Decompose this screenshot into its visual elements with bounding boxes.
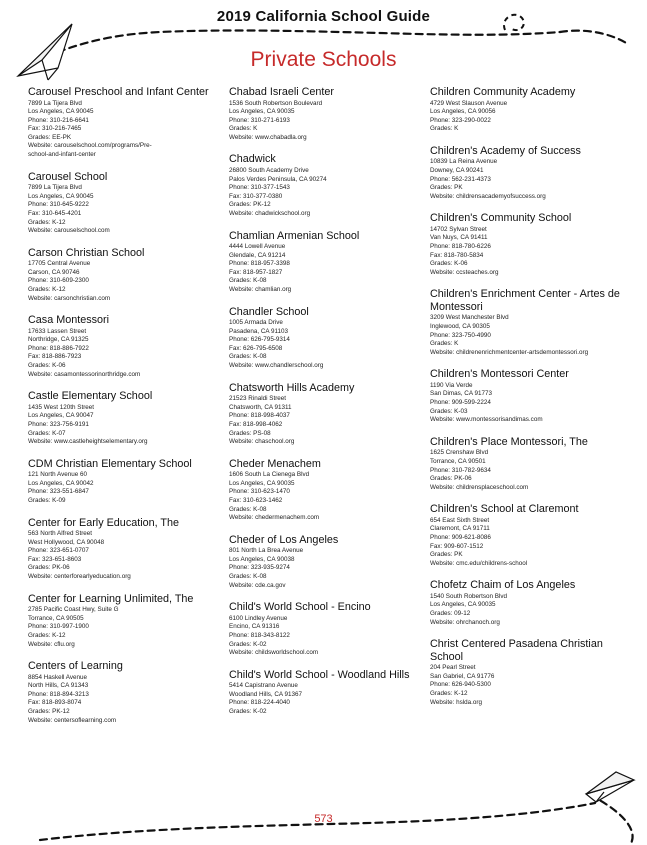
school-detail-line: 7899 La Tijera Blvd [28, 184, 82, 192]
school-detail-line: 4729 West Slauson Avenue [430, 99, 508, 107]
school-detail-line: Fax: 909-607-1512 [430, 542, 484, 550]
school-name: Child's World School - Woodland Hills [229, 668, 410, 681]
school-detail-line: Website: www.chandlerschool.org [229, 362, 324, 370]
school-detail-line: Phone: 323-651-0707 [28, 547, 89, 555]
school-detail-line: school-and-infant-center [28, 151, 96, 159]
school-entry [28, 86, 223, 160]
school-detail-line: Grades: PK-06 [28, 564, 70, 572]
school-name: Children's Montessori Center [430, 368, 569, 381]
school-detail-line: Los Angeles, CA 90045 [28, 192, 94, 200]
school-detail-line: Glendale, CA 91214 [229, 251, 286, 259]
school-detail-line: Fax: 310-645-4201 [28, 209, 82, 217]
school-entry [229, 669, 424, 717]
school-detail-line: Website: hslda.org [430, 698, 483, 706]
school-detail-line: 3209 West Manchester Blvd [430, 314, 509, 322]
school-detail-line: Website: www.montessorisandimas.com [430, 416, 543, 424]
school-detail-line: Torrance, CA 90501 [430, 457, 486, 465]
school-entry [229, 86, 424, 142]
school-detail-line: Phone: 818-343-8122 [229, 631, 290, 639]
school-entry [430, 579, 635, 627]
school-detail-line: Fax: 310-216-7465 [28, 125, 82, 133]
section-title: Private Schools [250, 48, 397, 71]
school-entry [430, 436, 635, 492]
school-detail-line: 2785 Pacific Coast Hwy, Suite G [28, 606, 119, 614]
school-name: Children's Enrichment Center - Artes de Montessori [430, 288, 620, 313]
school-detail-line: Grades: K [430, 125, 459, 133]
school-detail-line: Palos Verdes Peninsula, CA 90274 [229, 175, 327, 183]
school-name: Carson Christian School [28, 246, 145, 259]
school-entry [430, 145, 635, 201]
school-detail-line: Grades: PK-06 [430, 475, 472, 483]
school-detail-line: Claremont, CA 91711 [430, 525, 490, 533]
school-entry [229, 534, 424, 590]
school-detail-line: Grades: EE-PK [28, 133, 72, 141]
school-detail-line: Grades: K-06 [430, 260, 468, 268]
school-detail-line: Encino, CA 91316 [229, 623, 280, 631]
school-detail-line: 5414 Capistrano Avenue [229, 682, 298, 690]
school-name: Centers of Learning [28, 660, 123, 673]
school-detail-line: Website: cde.ca.gov [229, 581, 286, 589]
school-detail-line: San Gabriel, CA 91776 [430, 672, 495, 680]
school-detail-line: Grades: K-02 [229, 640, 267, 648]
school-entry [430, 503, 635, 568]
school-column-1 [28, 86, 223, 736]
school-detail-line: Grades: K-12 [28, 631, 66, 639]
school-entry [430, 638, 635, 707]
school-detail-line: Website: childsworldschool.com [229, 649, 319, 657]
school-detail-line: Grades: K-08 [229, 505, 267, 513]
school-name: Center for Learning Unlimited, The [28, 592, 194, 605]
school-name: Chabad Israeli Center [229, 86, 335, 98]
school-detail-line: Northridge, CA 91325 [28, 336, 89, 344]
school-detail-line: Grades: K-06 [28, 362, 66, 370]
school-detail-line: Phone: 818-886-7922 [28, 344, 89, 352]
school-detail-line: Grades: K-08 [229, 277, 267, 285]
school-detail-line: 7899 La Tijera Blvd [28, 99, 82, 107]
school-detail-line: 10839 La Reina Avenue [430, 158, 498, 166]
school-detail-line: Website: www.castleheightselementary.org [28, 438, 148, 446]
school-detail-line: Website: casamontessorinorthridge.com [28, 370, 141, 378]
school-detail-line: 21523 Rinaldi Street [229, 395, 287, 403]
school-detail-line: Website: childrensacademyofsuccess.org [430, 192, 546, 200]
school-detail-line: Website: childrenenrichmentcenter-artsdemontessori.org [430, 348, 589, 356]
school-detail-line: Website: carsonchristian.com [28, 294, 111, 302]
school-detail-line: Torrance, CA 90505 [28, 614, 84, 622]
school-detail-line: Phone: 323-551-6847 [28, 488, 89, 496]
school-detail-line: Grades: PK-12 [229, 201, 271, 209]
school-detail-line: 801 North La Brea Avenue [229, 547, 304, 555]
school-name: Children's School at Claremont [430, 503, 579, 516]
school-detail-line: 26800 South Academy Drive [229, 166, 309, 174]
paper-airplane-icon [586, 772, 634, 802]
school-detail-line: 14702 Sylvan Street [430, 225, 487, 233]
school-name: Casa Montessori [28, 314, 110, 327]
school-detail-line: Phone: 310-377-1543 [229, 184, 290, 192]
school-detail-line: Grades: 09-12 [430, 610, 471, 618]
school-entry [28, 458, 223, 506]
school-detail-line: Grades: K-09 [28, 497, 66, 504]
school-detail-line: Grades: K-03 [430, 407, 468, 415]
school-detail-line: Phone: 818-780-6226 [430, 243, 491, 251]
school-detail-line: Phone: 310-216-6641 [28, 116, 89, 124]
school-detail-line: Fax: 818-893-8074 [28, 699, 82, 707]
school-entry [229, 153, 424, 218]
school-detail-line: Fax: 310-623-1462 [229, 497, 283, 504]
page-number: 573 [314, 813, 333, 825]
school-detail-line: Phone: 323-935-9274 [229, 564, 290, 572]
school-detail-line: Phone: 562-231-4373 [430, 175, 491, 183]
school-name: Children Community Academy [430, 86, 576, 98]
school-detail-line: Website: carouselschool.com [28, 227, 110, 235]
school-name: Castle Elementary School [28, 390, 153, 403]
school-detail-line: Phone: 818-957-3398 [229, 260, 290, 268]
school-detail-line: Phone: 310-271-6193 [229, 116, 290, 124]
school-entry [28, 314, 223, 379]
school-detail-line: 1190 Via Verde [430, 381, 473, 389]
school-detail-line: Grades: K-02 [229, 708, 267, 715]
school-detail-line: Phone: 818-998-4037 [229, 412, 290, 420]
school-name: Christ Centered Pasadena Christian School [430, 638, 603, 663]
school-detail-line: Carson, CA 90746 [28, 268, 80, 276]
school-name: Center for Early Education, The [28, 516, 180, 529]
school-detail-line: Website: centerforearlyeducation.org [28, 573, 131, 581]
school-detail-line: Phone: 909-621-8086 [430, 534, 491, 541]
school-detail-line: Grades: K-08 [229, 353, 267, 361]
school-detail-line: Los Angeles, CA 90035 [229, 108, 295, 116]
school-detail-line: Phone: 818-894-3213 [28, 690, 89, 698]
school-name: Cheder Menachem [229, 457, 321, 470]
school-detail-line: 1606 South La Cienega Blvd [229, 471, 310, 479]
school-detail-line: Website: childrensplaceschool.com [430, 483, 529, 491]
school-detail-line: 1005 Armada Drive [229, 319, 283, 327]
school-detail-line: Los Angeles, CA 90035 [229, 479, 295, 487]
school-detail-line: Los Angeles, CA 90035 [430, 601, 496, 609]
school-detail-line: 6100 Lindley Avenue [229, 614, 288, 622]
school-detail-line: Phone: 626-795-9314 [229, 336, 290, 344]
school-detail-line: Phone: 310-997-1900 [28, 623, 89, 631]
school-entry [229, 382, 424, 447]
school-name: Chofetz Chaim of Los Angeles [430, 579, 576, 592]
school-detail-line: 8854 Haskell Avenue [28, 673, 88, 681]
school-detail-line: Downey, CA 90241 [430, 166, 484, 174]
school-detail-line: Website: cmc.edu/childrens-school [430, 559, 528, 567]
school-entry [430, 368, 635, 424]
school-detail-line: 17633 Lassen Street [28, 327, 87, 335]
school-detail-line: Grades: K [229, 125, 258, 133]
school-name: Cheder of Los Angeles [229, 533, 339, 546]
school-detail-line: Grades: K-07 [28, 429, 66, 437]
school-detail-line: Website: chedermenachem.com [229, 514, 320, 522]
school-name: Chadwick [229, 153, 276, 166]
school-name: Child's World School - Encino [229, 601, 371, 614]
school-name: Chamlian Armenian School [229, 229, 360, 242]
school-entry [430, 86, 635, 134]
school-detail-line: Grades: PS-08 [229, 429, 271, 437]
school-detail-line: Phone: 909-599-2224 [430, 399, 491, 407]
school-detail-line: Website: centersoflearning.com [28, 716, 117, 724]
school-detail-line: 121 North Avenue 60 [28, 471, 88, 479]
school-name: CDM Christian Elementary School [28, 457, 192, 470]
school-detail-line: Fax: 818-780-5834 [430, 251, 484, 259]
school-detail-line: Inglewood, CA 90305 [430, 323, 490, 330]
school-detail-line: 1536 South Robertson Boulevard [229, 99, 323, 107]
school-detail-line: Los Angeles, CA 90038 [229, 555, 295, 563]
school-detail-line: Phone: 818-224-4040 [229, 699, 290, 707]
school-detail-line: Website: carouselschool.com/programs/Pre- [28, 142, 152, 150]
school-detail-line: Grades: K [430, 340, 459, 348]
school-detail-line: 4444 Lowell Avenue [229, 243, 286, 251]
school-entry [28, 660, 223, 725]
school-entry [229, 230, 424, 295]
school-detail-line: Grades: PK-12 [28, 708, 70, 715]
school-detail-line: Los Angeles, CA 90045 [28, 108, 94, 116]
school-detail-line: Grades: K-12 [28, 286, 66, 293]
school-detail-line: Website: chadwickschool.org [229, 209, 311, 217]
school-name: Children's Academy of Success [430, 144, 581, 157]
school-entry [28, 390, 223, 446]
school-detail-line: Phone: 310-609-2300 [28, 277, 89, 285]
school-name: Children's Community School [430, 212, 572, 225]
school-entry [28, 247, 223, 303]
school-detail-line: 1540 South Robertson Blvd [430, 592, 508, 600]
school-detail-line: Phone: 310-645-9222 [28, 201, 89, 209]
school-detail-line: Los Angeles, CA 90056 [430, 108, 496, 116]
school-entry [28, 593, 223, 649]
school-column-3 [430, 86, 635, 718]
school-entry [229, 458, 424, 523]
school-entry [229, 306, 424, 371]
school-detail-line: Website: ohrchanoch.org [430, 618, 500, 626]
school-detail-line: 654 East Sixth Street [430, 516, 490, 524]
school-column-2 [229, 86, 424, 728]
school-entry [229, 601, 424, 657]
school-detail-line: Website: cflu.org [28, 640, 75, 648]
school-detail-line: San Dimas, CA 91773 [430, 390, 492, 398]
school-name: Children's Place Montessori, The [430, 435, 588, 448]
school-detail-line: Grades: K-08 [229, 573, 267, 581]
school-detail-line: Phone: 323-750-4990 [430, 331, 491, 339]
school-name: Chatsworth Hills Academy [229, 381, 355, 394]
school-detail-line: Fax: 818-998-4062 [229, 420, 283, 428]
school-detail-line: Phone: 323-756-9191 [28, 420, 89, 428]
school-detail-line: Grades: PK [430, 184, 463, 192]
school-detail-line: Fax: 323-651-8603 [28, 555, 82, 563]
school-detail-line: Phone: 626-940-5300 [430, 681, 491, 689]
school-detail-line: Grades: PK [430, 551, 463, 559]
school-detail-line: 204 Pearl Street [430, 664, 476, 672]
school-detail-line: 1435 West 120th Street [28, 403, 95, 411]
school-detail-line: Website: www.chabadla.org [229, 133, 307, 141]
school-detail-line: Grades: K-12 [28, 218, 66, 226]
school-detail-line: 563 North Alfred Street [28, 530, 93, 538]
school-name: Carousel Preschool and Infant Center [28, 86, 209, 98]
school-detail-line: Fax: 818-886-7923 [28, 353, 82, 361]
school-detail-line: Los Angeles, CA 90047 [28, 412, 94, 420]
school-detail-line: Phone: 310-623-1470 [229, 488, 290, 496]
school-detail-line: Fax: 626-795-6508 [229, 344, 283, 352]
school-entry [430, 288, 635, 357]
school-detail-line: 17705 Central Avenue [28, 260, 91, 268]
guide-title: 2019 California School Guide [216, 8, 431, 25]
school-detail-line: Website: chamlian.org [229, 286, 292, 293]
school-detail-line: Phone: 323-290-0022 [430, 116, 491, 124]
school-detail-line: Phone: 310-782-9634 [430, 466, 491, 474]
school-detail-line: Website: ccsteaches.org [430, 268, 499, 276]
school-detail-line: Van Nuys, CA 91411 [430, 234, 488, 242]
school-entry [28, 517, 223, 582]
school-name: Chandler School [229, 305, 309, 318]
school-detail-line: Los Angeles, CA 90042 [28, 479, 94, 487]
school-detail-line: Fax: 310-377-0380 [229, 192, 283, 200]
school-entry [28, 171, 223, 236]
school-name: Carousel School [28, 170, 108, 183]
school-detail-line: Chatsworth, CA 91311 [229, 403, 292, 411]
school-detail-line: West Hollywood, CA 90048 [28, 538, 105, 546]
school-entry [430, 212, 635, 277]
school-detail-line: Website: chaschool.org [229, 438, 295, 446]
school-detail-line: Woodland Hills, CA 91367 [229, 690, 303, 698]
school-detail-line: Pasadena, CA 91103 [229, 327, 289, 335]
school-detail-line: 1625 Crenshaw Blvd [430, 449, 489, 457]
school-detail-line: Grades: K-12 [430, 690, 468, 698]
school-detail-line: North Hills, CA 91343 [28, 682, 89, 690]
school-detail-line: Fax: 818-957-1827 [229, 268, 283, 276]
